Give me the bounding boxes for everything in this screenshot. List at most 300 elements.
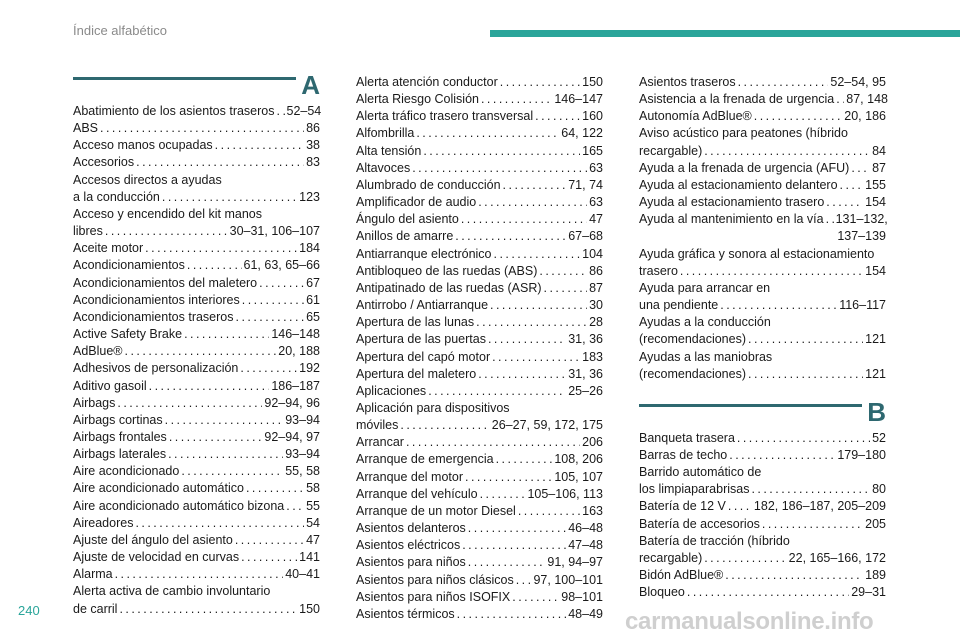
- entry-text: Alerta tráfico trasero transversal: [356, 109, 534, 124]
- entry-line: [73, 566, 320, 583]
- entry-line: [356, 606, 603, 623]
- index-entry: [73, 378, 320, 395]
- entry-text: Batería de tracción (híbrido: [639, 533, 790, 548]
- dot-leader: [826, 211, 834, 228]
- dot-leader: [748, 331, 863, 348]
- entry-text: móviles: [356, 418, 399, 433]
- entry-text: Antiarranque electrónico: [356, 246, 492, 261]
- entry-line: [73, 343, 320, 360]
- page-reference: 25–26: [568, 383, 603, 398]
- dot-leader: [119, 601, 297, 618]
- index-entry: [356, 143, 603, 160]
- page-reference: 160: [582, 109, 603, 124]
- entry-text: Ayuda al estacionamiento delantero: [639, 177, 838, 192]
- entry-text: Aplicaciones: [356, 383, 427, 398]
- page-reference: 163: [582, 503, 603, 518]
- page-reference: 105, 107: [554, 469, 603, 484]
- page-reference: 154: [865, 195, 886, 210]
- entry-text: Ayuda al estacionamiento trasero: [639, 195, 825, 210]
- entry-line: [639, 366, 886, 383]
- entry-text: Accesos directos a ayudas: [73, 172, 222, 187]
- dot-leader: [851, 160, 870, 177]
- entry-text: Ajuste de velocidad en curvas: [73, 550, 240, 565]
- dot-leader: [729, 447, 835, 464]
- index-entry: [639, 498, 886, 515]
- entry-text: libres: [73, 224, 103, 239]
- entry-text: Ayudas a la conducción: [639, 315, 771, 330]
- entry-text: Alerta activa de cambio involuntario: [73, 584, 271, 599]
- page-reference: 64, 122: [561, 126, 603, 141]
- entry-line: [356, 125, 603, 142]
- entry-text: Ayuda gráfica y sonora al estacionamiento: [639, 246, 875, 261]
- dot-leader: [465, 469, 552, 486]
- entry-line: [73, 275, 320, 292]
- page-reference: 28: [589, 315, 603, 330]
- page-reference: 131–132,: [835, 212, 888, 227]
- page-reference: 121: [865, 332, 886, 347]
- entry-line: [73, 120, 320, 137]
- dot-leader: [400, 417, 489, 434]
- entry-text: Apertura del capó motor: [356, 349, 491, 364]
- page-reference: 93–94: [285, 412, 320, 427]
- entry-text: Barrido automático de: [639, 465, 762, 480]
- dot-leader: [544, 280, 588, 297]
- entry-line: [356, 280, 603, 297]
- index-entry: [639, 314, 886, 348]
- dot-leader: [751, 481, 870, 498]
- dot-leader: [277, 103, 285, 120]
- entry-text: Antipatinado de las ruedas (ASR): [356, 280, 542, 295]
- dot-leader: [457, 606, 567, 623]
- entry-line: [73, 257, 320, 274]
- entry-line: [639, 263, 886, 280]
- page-reference: 155: [865, 177, 886, 192]
- entry-line: [356, 383, 603, 400]
- page-reference: 150: [582, 75, 603, 89]
- entry-line: [639, 584, 886, 601]
- entry-line: [73, 446, 320, 463]
- index-entry: [73, 120, 320, 137]
- entry-text: Asientos para niños: [356, 555, 466, 570]
- page-reference: 184: [299, 241, 320, 256]
- entry-line: [639, 550, 886, 567]
- dot-leader: [476, 314, 587, 331]
- entry-text: Alarma: [73, 567, 113, 582]
- page-reference: 38: [306, 138, 320, 153]
- entry-text: Airbags cortinas: [73, 412, 163, 427]
- entry-text: Alfombrilla: [356, 126, 415, 141]
- page-reference: 55: [306, 498, 320, 513]
- dot-leader: [135, 515, 304, 532]
- entry-text: Antirrobo / Antiarranque: [356, 298, 489, 313]
- index-entry: [356, 177, 603, 194]
- index-entry: [73, 463, 320, 480]
- index-entry: [73, 172, 320, 206]
- entry-text: Acceso y encendido del kit manos: [73, 206, 262, 221]
- entry-text: Aireadores: [73, 515, 134, 530]
- entry-text: Asientos térmicos: [356, 606, 455, 621]
- page-reference: 80: [872, 482, 886, 497]
- entry-line: [73, 429, 320, 446]
- index-entry: [73, 395, 320, 412]
- entry-text: Ayudas a las maniobras: [639, 349, 773, 364]
- dot-leader: [169, 429, 263, 446]
- entry-line: [356, 314, 603, 331]
- index-entry: [639, 211, 886, 245]
- page-reference: 179–180: [837, 447, 886, 462]
- entry-line: [356, 349, 603, 366]
- index-entry: [356, 520, 603, 537]
- entry-line: [73, 326, 320, 343]
- entry-text: Acondicionamientos traseros: [73, 309, 234, 324]
- index-column-1: [73, 70, 322, 618]
- index-entry: [639, 567, 886, 584]
- dot-leader: [187, 257, 242, 274]
- entry-text: Aditivo gasoil: [73, 378, 147, 393]
- entry-text: Arranque del motor: [356, 469, 464, 484]
- index-entry: [356, 572, 603, 589]
- page-reference: 54: [306, 515, 320, 530]
- entry-line: [639, 297, 886, 314]
- dot-leader: [428, 383, 566, 400]
- index-entry: [356, 606, 603, 623]
- entry-line: [356, 589, 603, 606]
- entry-text: Airbags laterales: [73, 447, 167, 462]
- dot-leader: [286, 498, 304, 515]
- dot-leader: [462, 537, 566, 554]
- page-reference: 141: [299, 550, 320, 565]
- dot-leader: [115, 566, 284, 583]
- dot-leader: [539, 263, 587, 280]
- index-entry: [73, 292, 320, 309]
- page-reference: 52–54: [286, 104, 322, 118]
- entry-line: [356, 228, 603, 245]
- entry-text: Airbags: [73, 395, 116, 410]
- entry-line: [356, 537, 603, 554]
- entry-text: una pendiente: [639, 298, 719, 313]
- index-entry: [73, 360, 320, 377]
- dot-leader: [125, 343, 277, 360]
- page-reference: 63: [589, 195, 603, 210]
- entry-text: Batería de 12 V: [639, 499, 726, 514]
- entry-text: Ayuda a la frenada de urgencia (AFU): [639, 160, 850, 175]
- page-reference: 86: [589, 263, 603, 278]
- page-reference: 86: [306, 121, 320, 136]
- index-entry: [73, 498, 320, 515]
- index-entry: [639, 349, 886, 383]
- dot-leader: [704, 143, 870, 160]
- page-reference: 116–117: [839, 298, 886, 313]
- index-entry: [356, 228, 603, 245]
- entry-text: Apertura de las puertas: [356, 332, 486, 347]
- page-reference: 206: [582, 435, 603, 450]
- index-entry: [639, 125, 886, 159]
- index-entry: [73, 583, 320, 617]
- entry-line: [356, 503, 603, 520]
- index-entry: [639, 533, 886, 567]
- index-entry: [73, 566, 320, 583]
- page-reference: 63: [589, 160, 603, 175]
- index-entry: [356, 194, 603, 211]
- index-entry: [356, 331, 603, 348]
- entry-line: [639, 498, 886, 515]
- page-reference: 83: [306, 155, 320, 170]
- entry-line: [73, 549, 320, 566]
- page-reference: 108, 206: [554, 452, 603, 467]
- index-entry: [356, 263, 603, 280]
- dot-leader: [748, 366, 863, 383]
- dot-leader: [162, 189, 297, 206]
- page-reference: 20, 186: [844, 109, 886, 124]
- page-reference: 20, 188: [278, 344, 320, 359]
- dot-leader: [105, 223, 228, 240]
- page-reference: 30: [589, 298, 603, 313]
- entry-text: Aviso acústico para peatones (híbrido: [639, 126, 848, 141]
- dot-leader: [235, 532, 304, 549]
- entry-line: [356, 417, 603, 434]
- index-entry: [356, 160, 603, 177]
- entry-line: [356, 554, 603, 571]
- index-entry: [73, 257, 320, 274]
- entry-line: [639, 331, 886, 348]
- index-entry: [639, 447, 886, 464]
- dot-leader: [737, 430, 870, 447]
- entry-line: [356, 263, 603, 280]
- dot-leader: [461, 211, 587, 228]
- page-reference: 87: [589, 280, 603, 295]
- index-entry: [73, 429, 320, 446]
- dot-leader: [720, 297, 837, 314]
- index-entry: [73, 309, 320, 326]
- index-column-3: [639, 74, 886, 601]
- entry-line: [73, 601, 320, 618]
- dot-leader: [836, 91, 844, 108]
- index-entry: [356, 537, 603, 554]
- index-entry: [356, 469, 603, 486]
- page-reference: 92–94, 97: [264, 429, 320, 444]
- letter-label: B: [867, 396, 886, 427]
- entry-line: [356, 486, 603, 503]
- dot-leader: [416, 125, 559, 142]
- dot-leader: [500, 74, 580, 91]
- entry-line: [356, 469, 603, 486]
- entry-text: Ajuste del ángulo del asiento: [73, 532, 233, 547]
- entry-line: [73, 395, 320, 412]
- entry-text: recargable): [639, 550, 703, 565]
- entry-text: Asientos para niños ISOFIX: [356, 589, 511, 604]
- entry-line: [639, 211, 886, 228]
- entry-text: Alerta atención conductor: [356, 75, 498, 89]
- index-entry: [356, 108, 603, 125]
- dot-leader: [840, 177, 864, 194]
- entry-line: [356, 520, 603, 537]
- dot-leader: [406, 434, 580, 451]
- index-entry: [639, 246, 886, 280]
- entry-text: Asientos eléctricos: [356, 538, 461, 553]
- entry-line: [356, 194, 603, 211]
- page-reference: 58: [306, 481, 320, 496]
- dot-leader: [826, 194, 863, 211]
- index-entry: [356, 366, 603, 383]
- entry-line: [356, 108, 603, 125]
- entry-line: [73, 154, 320, 171]
- index-entry: [639, 160, 886, 177]
- index-entry: [639, 91, 886, 108]
- page-reference: 22, 165–166, 172: [788, 550, 886, 565]
- entry-text: Acondicionamientos: [73, 258, 185, 273]
- index-entry: [356, 280, 603, 297]
- index-entry: [73, 137, 320, 154]
- entry-line: [639, 481, 886, 498]
- index-entry: [356, 91, 603, 108]
- entry-line: [639, 108, 886, 125]
- entry-text: (recomendaciones): [639, 332, 746, 347]
- page-reference: 91, 94–97: [547, 555, 603, 570]
- dot-leader: [181, 463, 283, 480]
- index-entry: [356, 383, 603, 400]
- page-reference: 46–48: [568, 521, 603, 536]
- entry-line: [73, 360, 320, 377]
- page-reference: 47: [589, 212, 603, 227]
- entry-line: [639, 74, 886, 91]
- entry-text: Aplicación para dispositivos: [356, 400, 510, 415]
- page-reference: 67–68: [568, 229, 603, 244]
- page-reference: 183: [582, 349, 603, 364]
- index-entry: [639, 464, 886, 498]
- entry-text: Aire acondicionado: [73, 464, 180, 479]
- entry-text: Altavoces: [356, 160, 411, 175]
- page-reference: 165: [582, 143, 603, 158]
- entry-line: [73, 480, 320, 497]
- watermark: carmanualsonline.info: [625, 608, 874, 635]
- dot-leader: [165, 412, 284, 429]
- dot-leader: [503, 177, 567, 194]
- entry-text: Alta tensión: [356, 143, 422, 158]
- letter-rule: [73, 77, 296, 80]
- dot-leader: [149, 378, 270, 395]
- entry-text: Acondicionamientos interiores: [73, 292, 240, 307]
- dot-leader: [738, 74, 829, 91]
- dot-leader: [762, 516, 863, 533]
- entry-text: Arranque de emergencia: [356, 452, 494, 467]
- entry-line: [639, 143, 886, 160]
- entry-line: [73, 532, 320, 549]
- page-reference: 47–48: [568, 538, 603, 553]
- page-reference: 47: [306, 532, 320, 547]
- page-reference: 104: [582, 246, 603, 261]
- entry-text: Anillos de amarre: [356, 229, 454, 244]
- entry-line: [356, 74, 603, 91]
- entry-text: Apertura de las lunas: [356, 315, 475, 330]
- page-reference: 192: [299, 361, 320, 376]
- entry-text: Asistencia a la frenada de urgencia: [639, 92, 835, 107]
- entry-line: [639, 567, 886, 584]
- index-entry: [73, 515, 320, 532]
- page-reference: 205: [865, 516, 886, 531]
- entry-line: [639, 177, 886, 194]
- dot-leader: [259, 275, 304, 292]
- page-reference: 52–54, 95: [830, 75, 886, 89]
- page-reference: 71, 74: [568, 177, 603, 192]
- entry-line: [73, 137, 320, 154]
- entry-line: [356, 434, 603, 451]
- index-entry: [356, 74, 603, 91]
- entry-text: ABS: [73, 121, 99, 136]
- dot-leader: [168, 446, 283, 463]
- dot-leader: [468, 520, 566, 537]
- dot-leader: [480, 486, 526, 503]
- entry-text: Bloqueo: [639, 585, 685, 600]
- dot-leader: [496, 451, 553, 468]
- entry-text: Ángulo del asiento: [356, 212, 459, 227]
- index-entry: [73, 532, 320, 549]
- entry-line: [356, 331, 603, 348]
- entry-text: Accesorios: [73, 155, 135, 170]
- index-entry: [639, 74, 886, 91]
- dot-leader: [687, 584, 849, 601]
- entry-line: [639, 447, 886, 464]
- page-reference: 97, 100–101: [533, 572, 603, 587]
- index-entry: [639, 177, 886, 194]
- entry-text: Adhesivos de personalización: [73, 361, 239, 376]
- dot-leader: [215, 137, 304, 154]
- index-entry: [639, 516, 886, 533]
- page-reference: 146–147: [554, 92, 603, 107]
- entry-text: Arranque del vehículo: [356, 486, 478, 501]
- entry-text: de carril: [73, 601, 118, 616]
- header-accent-bar: [490, 30, 960, 37]
- page-reference-continued: 137–139: [837, 229, 886, 244]
- index-entry: [356, 125, 603, 142]
- entry-text: Aire acondicionado automático: [73, 481, 244, 496]
- page-reference: 52: [872, 430, 886, 445]
- index-entry: [73, 240, 320, 257]
- entry-line: [73, 412, 320, 429]
- entry-line: [639, 194, 886, 211]
- letter-rule: [639, 404, 862, 407]
- index-entry: [73, 549, 320, 566]
- page-reference: 87, 148: [846, 92, 888, 107]
- page-reference: 40–41: [285, 567, 320, 582]
- entry-line: [356, 91, 603, 108]
- index-entry: [356, 503, 603, 520]
- dot-leader: [478, 194, 587, 211]
- entry-line: [356, 143, 603, 160]
- index-entry: [73, 412, 320, 429]
- dot-leader: [680, 263, 863, 280]
- index-entry: [639, 280, 886, 314]
- index-entry: [73, 446, 320, 463]
- section-title: Índice alfabético: [73, 23, 167, 38]
- dot-leader: [704, 550, 786, 567]
- entry-line: [73, 378, 320, 395]
- dot-leader: [468, 554, 546, 571]
- dot-leader: [490, 297, 587, 314]
- entry-text: Bidón AdBlue®: [639, 568, 724, 583]
- page-reference: 48–49: [568, 606, 603, 621]
- entry-text: trasero: [639, 263, 678, 278]
- index-entry: [73, 343, 320, 360]
- entry-text: Banqueta trasera: [639, 430, 735, 445]
- entry-line: [356, 160, 603, 177]
- entry-line: [639, 91, 886, 108]
- page-reference: 55, 58: [285, 464, 320, 479]
- entry-line: [73, 463, 320, 480]
- dot-leader: [488, 331, 566, 348]
- index-entry: [73, 275, 320, 292]
- page-reference: 93–94: [285, 447, 320, 462]
- page-reference: 30–31, 106–107: [229, 224, 320, 239]
